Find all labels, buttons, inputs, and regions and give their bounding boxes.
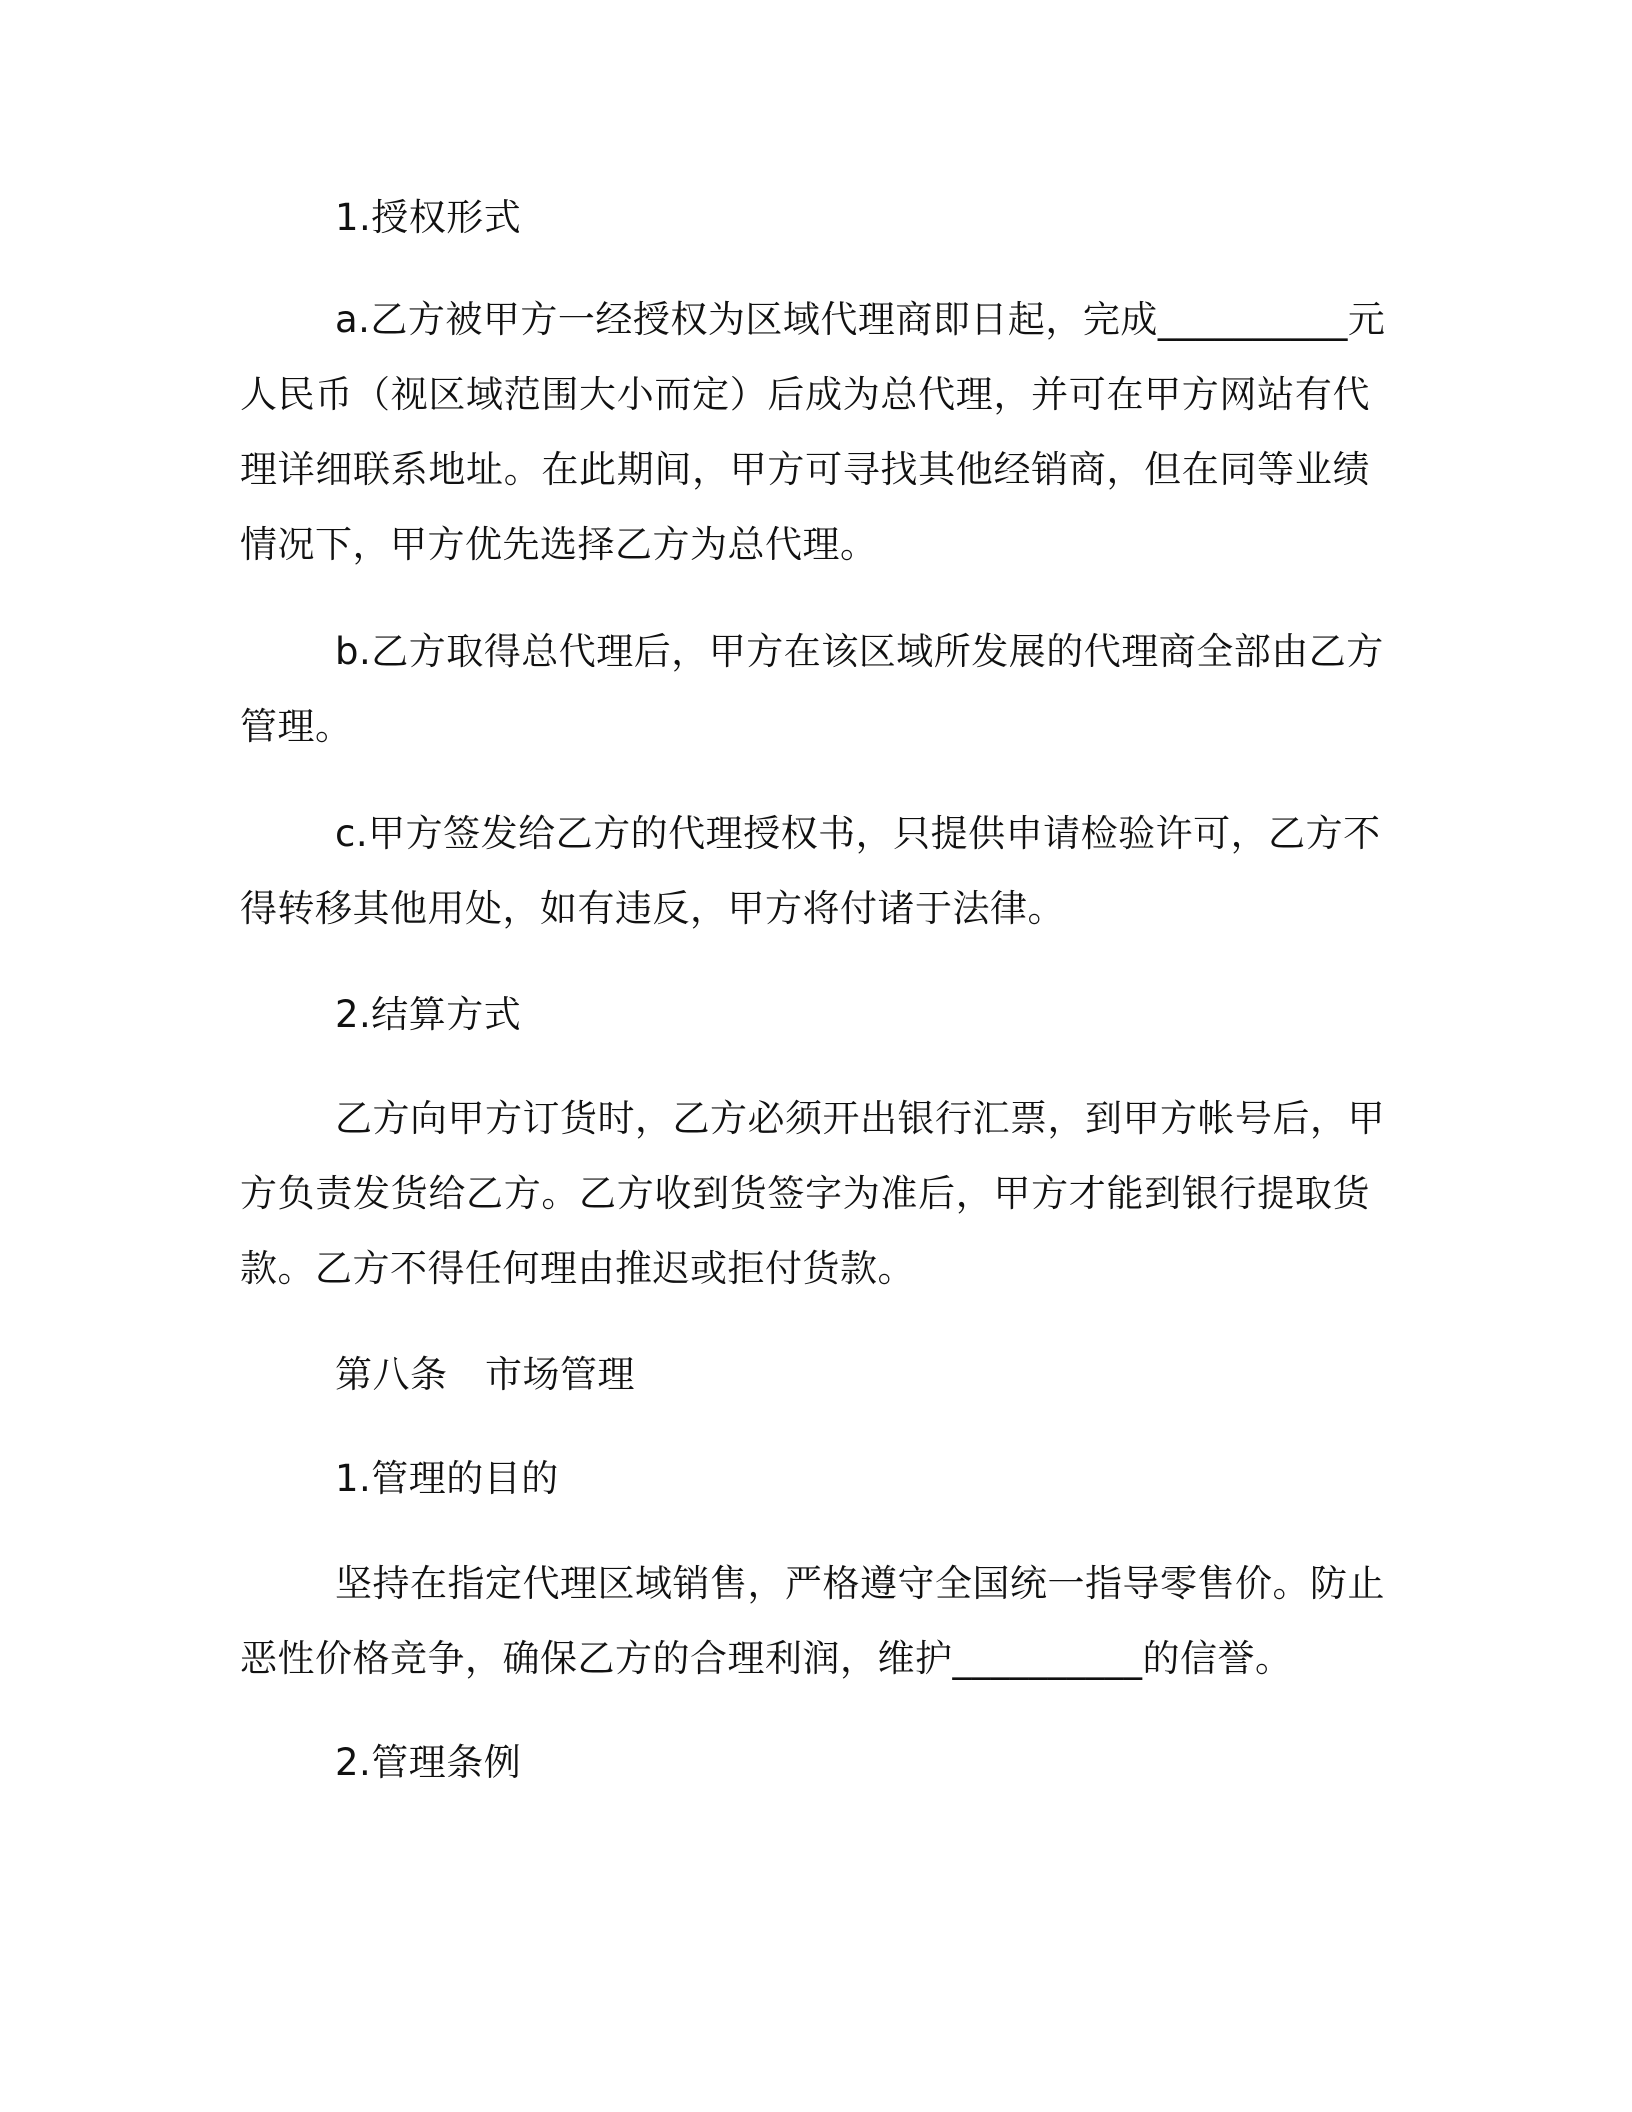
clause-c-line-2: 得转移其他用处，如有违反，甲方将付诸于法律。 — [240, 887, 1065, 930]
clause-a-line-4: 情况下，甲方优先选择乙方为总代理。 — [240, 523, 878, 566]
settlement-line-1: 乙方向甲方订货时，乙方必须开出银行汇票，到甲方帐号后，甲 — [335, 1097, 1385, 1140]
section-heading-management-rules: 2.管理条例 — [335, 1741, 522, 1784]
section-heading-authorization-form: 1.授权形式 — [335, 196, 522, 239]
section-heading-settlement: 2.结算方式 — [335, 993, 522, 1036]
management-purpose-line-2: 恶性价格竞争，确保乙方的合理利润，维护__________的信誉。 — [240, 1637, 1293, 1680]
clause-b-line-1: b.乙方取得总代理后，甲方在该区域所发展的代理商全部由乙方 — [335, 630, 1384, 673]
clause-c-line-1: c.甲方签发给乙方的代理授权书，只提供申请检验许可，乙方不 — [335, 812, 1381, 855]
article-eight-heading: 第八条 市场管理 — [335, 1353, 635, 1396]
settlement-line-3: 款。乙方不得任何理由推迟或拒付货款。 — [240, 1247, 915, 1290]
section-heading-management-purpose: 1.管理的目的 — [335, 1457, 559, 1500]
clause-b-line-2: 管理。 — [240, 705, 353, 748]
clause-a-line-3: 理详细联系地址。在此期间，甲方可寻找其他经销商，但在同等业绩 — [240, 448, 1370, 491]
management-purpose-line-1: 坚持在指定代理区域销售，严格遵守全国统一指导零售价。防止 — [335, 1562, 1385, 1605]
clause-a-line-1: a.乙方被甲方一经授权为区域代理商即日起，完成__________元 — [335, 298, 1386, 341]
settlement-line-2: 方负责发货给乙方。乙方收到货签字为准后，甲方才能到银行提取货 — [240, 1172, 1370, 1215]
clause-a-line-2: 人民币（视区域范围大小而定）后成为总代理，并可在甲方网站有代 — [240, 373, 1370, 416]
